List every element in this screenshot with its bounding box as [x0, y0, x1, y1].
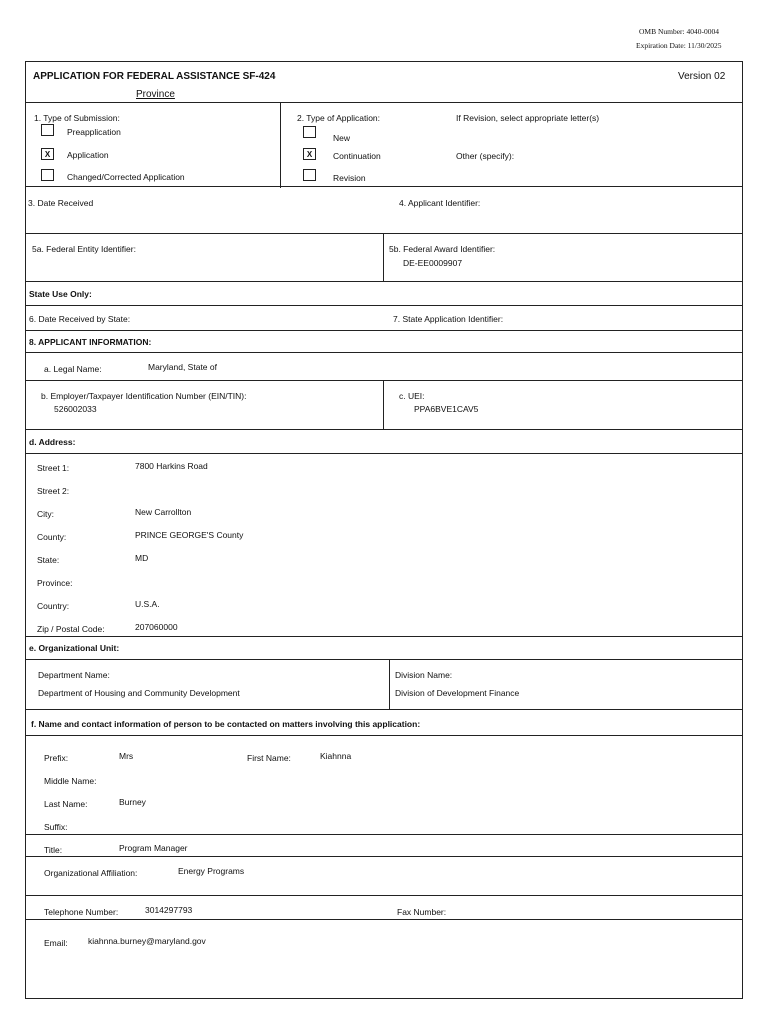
divider [25, 233, 743, 234]
divider [25, 856, 743, 857]
telephone-number-value: 3014297793 [145, 905, 193, 915]
organizational-unit-heading: e. Organizational Unit: [29, 643, 120, 653]
divider [25, 895, 743, 896]
new-label: New [333, 133, 351, 143]
divider [280, 102, 281, 188]
province-underline-text: Province [136, 89, 175, 100]
divider [25, 305, 743, 306]
divider [25, 186, 743, 187]
state-use-only-label: State Use Only: [29, 289, 92, 299]
department-name-value: Department of Housing and Community Development [38, 688, 240, 698]
divider [25, 709, 743, 710]
title-label: Title: [44, 845, 63, 855]
legal-name-value: Maryland, State of [148, 362, 217, 372]
first-name-label: First Name: [247, 753, 291, 763]
divider [25, 919, 743, 920]
applicant-identifier-label: 4. Applicant Identifier: [399, 198, 481, 208]
form-version: Version 02 [678, 71, 726, 82]
federal-award-identifier-label: 5b. Federal Award Identifier: [389, 244, 496, 254]
province-label: Province: [37, 578, 73, 588]
divider [383, 233, 384, 281]
preapplication-checkbox[interactable] [41, 124, 54, 136]
preapplication-label: Preapplication [67, 127, 121, 137]
uei-label: c. UEI: [399, 391, 425, 401]
revision-label: Revision [333, 173, 366, 183]
expiration-date: Expiration Date: 11/30/2025 [636, 41, 722, 50]
changed-corrected-checkbox[interactable] [41, 169, 54, 181]
form-frame [25, 61, 743, 999]
zip-label: Zip / Postal Code: [37, 624, 105, 634]
organizational-affiliation-label: Organizational Affiliation: [44, 868, 138, 878]
new-checkbox[interactable] [303, 126, 316, 138]
divider [25, 352, 743, 353]
fax-number-label: Fax Number: [397, 907, 447, 917]
divider [25, 380, 743, 381]
application-label: Application [67, 150, 109, 160]
telephone-number-label: Telephone Number: [44, 907, 119, 917]
state-label: State: [37, 555, 60, 565]
suffix-label: Suffix: [44, 822, 68, 832]
prefix-label: Prefix: [44, 753, 69, 763]
city-label: City: [37, 509, 54, 519]
form-title: APPLICATION FOR FEDERAL ASSISTANCE SF-424 [33, 71, 276, 82]
changed-corrected-label: Changed/Corrected Application [67, 172, 185, 182]
organizational-affiliation-value: Energy Programs [178, 866, 245, 876]
applicant-information-heading: 8. APPLICANT INFORMATION: [29, 337, 152, 347]
street2-label: Street 2: [37, 486, 70, 496]
state-value: MD [135, 553, 149, 563]
county-label: County: [37, 532, 67, 542]
department-name-label: Department Name: [38, 670, 110, 680]
divider [25, 102, 743, 103]
divider [383, 380, 384, 429]
divider [25, 429, 743, 430]
divider [25, 636, 743, 637]
street1-value: 7800 Harkins Road [135, 461, 208, 471]
prefix-value: Mrs [119, 751, 134, 761]
email-label: Email: [44, 938, 68, 948]
last-name-label: Last Name: [44, 799, 88, 809]
city-value: New Carrollton [135, 507, 192, 517]
revision-letters-label: If Revision, select appropriate letter(s) [456, 113, 600, 123]
division-name-label: Division Name: [395, 670, 453, 680]
application-checkbox[interactable]: X [41, 148, 54, 160]
omb-number: OMB Number: 4040-0004 [639, 27, 719, 36]
zip-value: 207060000 [135, 622, 178, 632]
contact-heading: f. Name and contact information of person to be contacted on matters involving this application: [31, 719, 421, 729]
divider [25, 453, 743, 454]
federal-award-identifier-value: DE-EE0009907 [403, 258, 463, 268]
other-specify-label: Other (specify): [456, 151, 515, 161]
type-of-application-label: 2. Type of Application: [297, 113, 381, 123]
middle-name-label: Middle Name: [44, 776, 97, 786]
date-received-by-state-label: 6. Date Received by State: [29, 314, 131, 324]
first-name-value: Kiahnna [320, 751, 352, 761]
revision-checkbox[interactable] [303, 169, 316, 181]
legal-name-label: a. Legal Name: [44, 364, 102, 374]
divider [389, 659, 390, 709]
divider [25, 834, 743, 835]
email-value: kiahnna.burney@maryland.gov [88, 936, 206, 946]
country-label: Country: [37, 601, 70, 611]
continuation-checkbox[interactable]: X [303, 148, 316, 160]
county-value: PRINCE GEORGE'S County [135, 530, 244, 540]
title-value: Program Manager [119, 843, 188, 853]
ein-label: b. Employer/Taxpayer Identification Number (EIN/TIN): [41, 391, 247, 401]
type-of-submission-label: 1. Type of Submission: [34, 113, 120, 123]
divider [25, 330, 743, 331]
divider [25, 735, 743, 736]
divider [25, 281, 743, 282]
date-received-label: 3. Date Received [28, 198, 94, 208]
country-value: U.S.A. [135, 599, 160, 609]
state-application-identifier-label: 7. State Application Identifier: [393, 314, 504, 324]
continuation-label: Continuation [333, 151, 381, 161]
divider [25, 659, 743, 660]
address-heading: d. Address: [29, 437, 76, 447]
federal-entity-identifier-label: 5a. Federal Entity Identifier: [32, 244, 136, 254]
division-name-value: Division of Development Finance [395, 688, 520, 698]
street1-label: Street 1: [37, 463, 70, 473]
last-name-value: Burney [119, 797, 146, 807]
ein-value: 526002033 [54, 404, 97, 414]
uei-value: PPA6BVE1CAV5 [414, 404, 479, 414]
